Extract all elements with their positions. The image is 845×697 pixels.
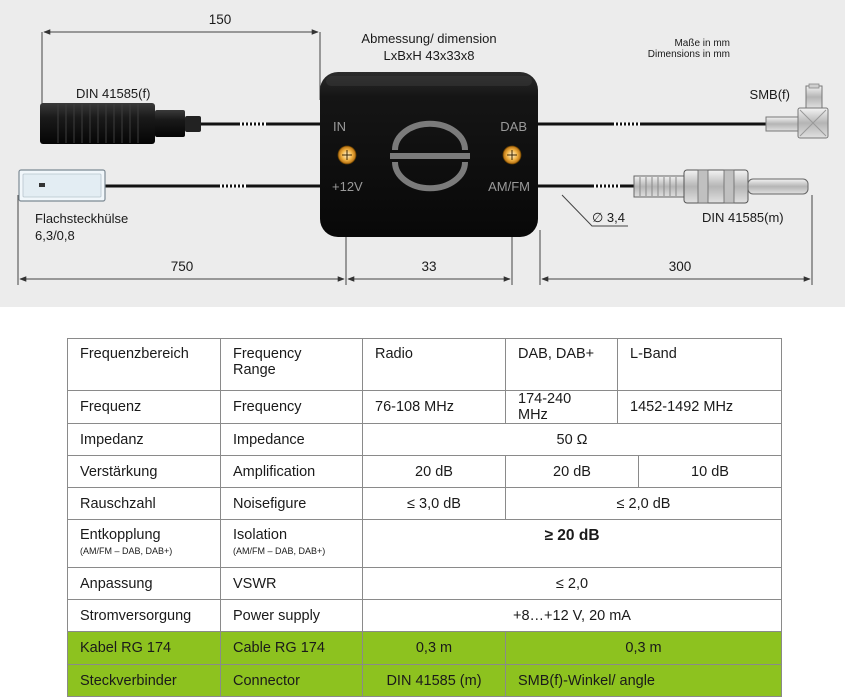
row-label-de: Stromversorgung [68, 600, 221, 632]
row-label-de: Impedanz [68, 424, 221, 456]
port-dab-icon [503, 146, 521, 164]
port-in-label: IN [333, 119, 346, 134]
value-all: ≤ 2,0 [363, 568, 782, 600]
flat-plug [19, 170, 105, 201]
table-row [68, 391, 782, 424]
technical-drawing [0, 0, 845, 307]
value-all: +8…+12 V, 20 mA [363, 600, 782, 632]
port-in-icon [338, 146, 356, 164]
row-label-de: Rauschzahl [68, 488, 221, 520]
table-row [68, 520, 782, 568]
row-label-en: Connector [221, 665, 363, 697]
value-lband: 10 dB [639, 456, 782, 488]
row-label-de: Anpassung [68, 568, 221, 600]
value-radio: 0,3 m [363, 632, 506, 665]
row-label-en: Cable RG 174 [221, 632, 363, 665]
value-dab: 174-240 MHz [506, 391, 618, 424]
dimension-title: Abmessung/ dimension [361, 31, 497, 46]
value-dab: DAB, DAB+ [506, 339, 618, 391]
row-label-en: VSWR [221, 568, 363, 600]
row-label-de: Frequenz [68, 391, 221, 424]
value-dab-lband: SMB(f)-Winkel/ angle [506, 665, 782, 697]
row-label-en: Frequency Range [221, 339, 363, 391]
table-row [68, 488, 782, 520]
row-label-de: Kabel RG 174 [68, 632, 221, 665]
diameter-label: ∅ 3,4 [592, 210, 626, 225]
dim-300-label: 300 [668, 259, 692, 274]
flat-plug-size: 6,3/0,8 [35, 228, 75, 243]
row-label-de: Steckverbinder [68, 665, 221, 697]
value-radio: 20 dB [363, 456, 506, 488]
table-row [68, 665, 782, 697]
smb-label: SMB(f) [749, 87, 790, 102]
din-plug-male [634, 170, 808, 203]
port-dab-label: DAB [500, 119, 527, 134]
table-row [68, 568, 782, 600]
row-label-de: Frequenzbereich [68, 339, 221, 391]
row-label-en: Impedance [221, 424, 363, 456]
amplifier-housing [320, 72, 538, 237]
din-left-label: DIN 41585(f) [76, 86, 151, 101]
table-row [68, 632, 782, 665]
table-row [68, 424, 782, 456]
dimension-value: LxBxH 43x33x8 [383, 48, 475, 63]
din-right-label: DIN 41585(m) [702, 210, 784, 225]
specification-table [67, 338, 782, 697]
value-dab: 20 dB [506, 456, 639, 488]
value-radio: 76-108 MHz [363, 391, 506, 424]
value-all: ≥ 20 dB [363, 520, 782, 568]
row-label-de: Verstärkung [68, 456, 221, 488]
value-lband: 1452-1492 MHz [618, 391, 782, 424]
row-label-de: Entkopplung (AM/FM – DAB, DAB+) [68, 520, 221, 568]
value-dab-lband: ≤ 2,0 dB [506, 488, 782, 520]
port-power-label: +12V [332, 179, 363, 194]
din-plug-female [40, 103, 201, 144]
value-radio: DIN 41585 (m) [363, 665, 506, 697]
row-label-en: Frequency [221, 391, 363, 424]
row-label-en: Power supply [221, 600, 363, 632]
units-de: Maße in mm [674, 38, 730, 49]
port-amfm-label: AM/FM [488, 179, 530, 194]
value-radio: ≤ 3,0 dB [363, 488, 506, 520]
value-all: 50 Ω [363, 424, 782, 456]
dim-150-label: 150 [208, 12, 232, 27]
dim-750-label: 750 [170, 259, 194, 274]
row-label-en: Noisefigure [221, 488, 363, 520]
value-dab-lband: 0,3 m [506, 632, 782, 665]
flat-plug-label: Flachsteckhülse [35, 211, 129, 226]
row-label-en: Isolation (AM/FM – DAB, DAB+) [221, 520, 363, 568]
units-en: Dimensions in mm [647, 49, 730, 60]
table-row [68, 456, 782, 488]
dim-33-label: 33 [421, 259, 437, 274]
table-row [68, 339, 782, 391]
value-radio: Radio [363, 339, 506, 391]
table-row [68, 600, 782, 632]
row-label-en: Amplification [221, 456, 363, 488]
value-lband: L-Band [618, 339, 782, 391]
